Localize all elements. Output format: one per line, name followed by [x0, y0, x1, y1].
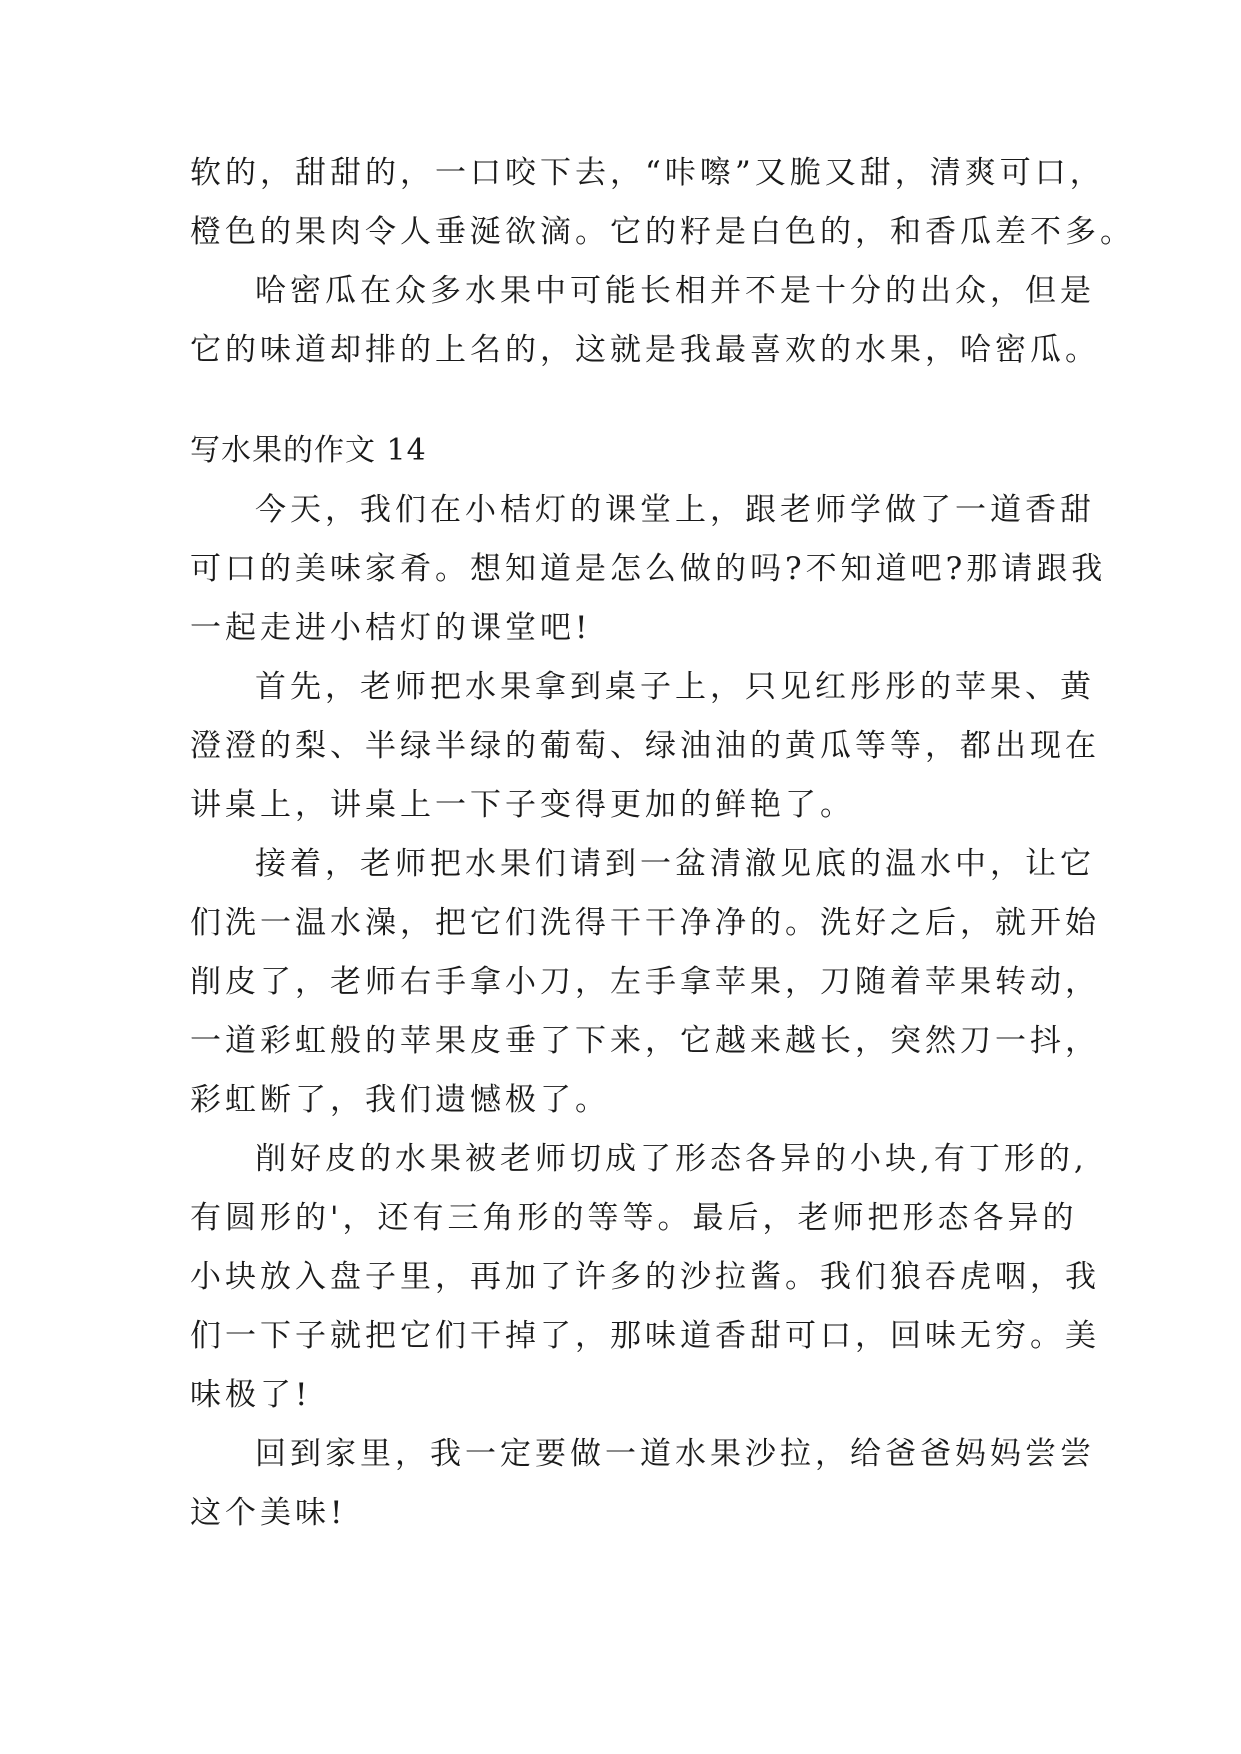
paragraph-line: 一起走进小桔灯的课堂吧!	[190, 610, 592, 646]
paragraph-line: 今天，我们在小桔灯的课堂上，跟老师学做了一道香甜	[255, 492, 1095, 528]
section-title: 写水果的作文 14	[190, 433, 427, 468]
paragraph-line: 味极了!	[190, 1377, 312, 1413]
paragraph-line: 可口的美味家肴。想知道是怎么做的吗?不知道吧?那请跟我	[190, 551, 1107, 587]
paragraph-line: 彩虹断了，我们遗憾极了。	[190, 1082, 610, 1118]
paragraph-line: 橙色的果肉令人垂涎欲滴。它的籽是白色的，和香瓜差不多。	[190, 214, 1135, 250]
paragraph-line: 削好皮的水果被老师切成了形态各异的小块,有丁形的,	[255, 1141, 1088, 1177]
paragraph-line: 削皮了，老师右手拿小刀，左手拿苹果，刀随着苹果转动，	[190, 964, 1100, 1000]
paragraph-line: 们一下子就把它们干掉了，那味道香甜可口，回味无穷。美	[190, 1318, 1100, 1354]
paragraph-line: 接着，老师把水果们请到一盆清澈见底的温水中，让它	[255, 846, 1095, 882]
paragraph-line: 们洗一温水澡，把它们洗得干干净净的。洗好之后，就开始	[190, 905, 1100, 941]
paragraph-line: 一道彩虹般的苹果皮垂了下来，它越来越长，突然刀一抖，	[190, 1023, 1100, 1059]
paragraph-line: 它的味道却排的上名的，这就是我最喜欢的水果，哈密瓜。	[190, 332, 1100, 368]
paragraph-line: 澄澄的梨、半绿半绿的葡萄、绿油油的黄瓜等等，都出现在	[190, 728, 1100, 764]
paragraph-line: 讲桌上，讲桌上一下子变得更加的鲜艳了。	[190, 787, 855, 823]
paragraph-line: 回到家里，我一定要做一道水果沙拉，给爸爸妈妈尝尝	[255, 1436, 1095, 1472]
paragraph-line: 小块放入盘子里，再加了许多的沙拉酱。我们狼吞虎咽，我	[190, 1259, 1100, 1295]
paragraph-line: 有圆形的'，还有三角形的等等。最后，老师把形态各异的	[190, 1200, 1078, 1236]
paragraph-line: 首先，老师把水果拿到桌子上，只见红彤彤的苹果、黄	[255, 669, 1095, 705]
paragraph-line: 软的，甜甜的，一口咬下去，“咔嚓”又脆又甜，清爽可口，	[190, 155, 1105, 191]
paragraph-line: 哈密瓜在众多水果中可能长相并不是十分的出众，但是	[255, 273, 1095, 309]
paragraph-line: 这个美味!	[190, 1495, 347, 1531]
